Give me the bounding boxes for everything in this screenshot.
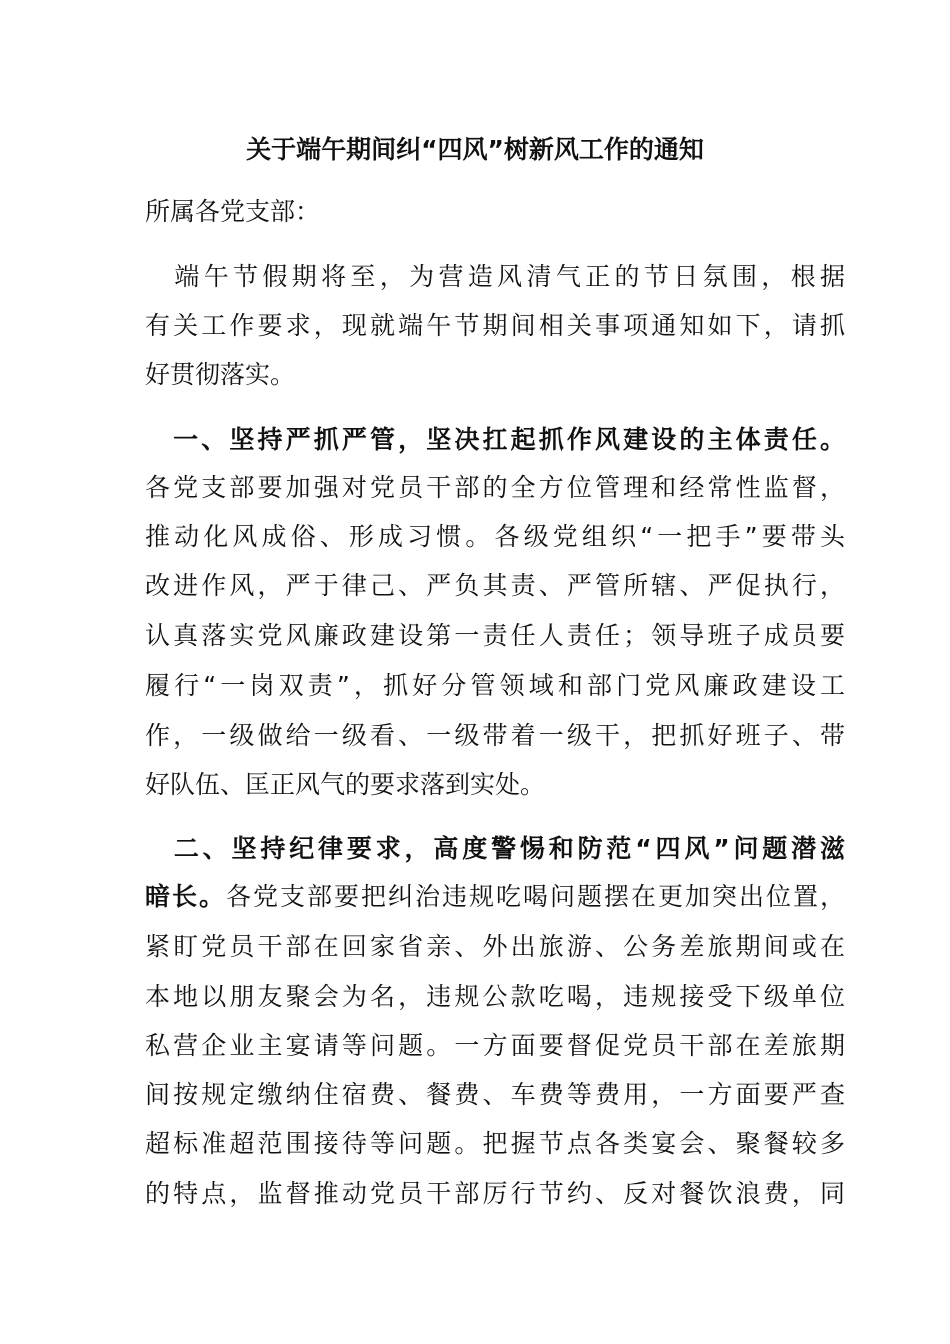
intro-line-2: 有关工作要求，现就端午节期间相关事项通知如下，请抓 — [145, 311, 845, 340]
section2-line-6: 超标准超范围接待等问题。把握节点各类宴会、聚餐较多 — [145, 1129, 845, 1158]
intro-line-3: 好贯彻落实。 — [145, 360, 296, 389]
intro-line-1: 端午节假期将至，为营造风清气正的节日氛围，根据 — [145, 262, 845, 291]
section2-line-5: 间按规定缴纳住宿费、餐费、车费等费用，一方面要严查 — [145, 1080, 845, 1109]
section1-line-5: 履行“一岗双责”，抓好分管领域和部门党风廉政建设工 — [145, 671, 845, 700]
document-title: 关于端午期间纠“四风”树新风工作的通知 — [246, 135, 704, 164]
section2-line-7: 的特点，监督推动党员干部厉行节约、反对餐饮浪费，同 — [145, 1179, 845, 1208]
section1-line-3: 改进作风，严于律己、严负其责、严管所辖、严促执行， — [145, 571, 845, 600]
salutation: 所属各党支部： — [145, 197, 321, 226]
section2-heading: 二、坚持纪律要求，高度警惕和防范“四风”问题潜滋 — [145, 834, 845, 863]
section1-line-7: 好队伍、匡正风气的要求落到实处。 — [145, 770, 546, 799]
section1-line-2: 推动化风成俗、形成习惯。各级党组织“一把手”要带头 — [145, 522, 845, 551]
section2-line-1 — [145, 877, 845, 917]
section2-line-2: 紧盯党员干部在回家省亲、外出旅游、公务差旅期间或在 — [145, 932, 845, 961]
section1-line-1: 各党支部要加强对党员干部的全方位管理和经常性监督， — [145, 473, 845, 502]
section1-line-4: 认真落实党风廉政建设第一责任人责任；领导班子成员要 — [145, 621, 845, 650]
section1-heading: 一、坚持严抓严管，坚决扛起抓作风建设的主体责任。 — [145, 425, 845, 454]
section2-line-4: 私营企业主宴请等问题。一方面要督促党员干部在差旅期 — [145, 1031, 845, 1060]
section2-line-3: 本地以朋友聚会为名，违规公款吃喝，违规接受下级单位 — [145, 982, 845, 1011]
section2-line-1-text: 各党支部要把纠治违规吃喝问题摆在更加突出位置， — [226, 882, 845, 911]
section2-heading-end: 暗长。 — [145, 882, 226, 911]
section1-line-6: 作，一级做给一级看、一级带着一级干，把抓好班子、带 — [145, 721, 845, 750]
